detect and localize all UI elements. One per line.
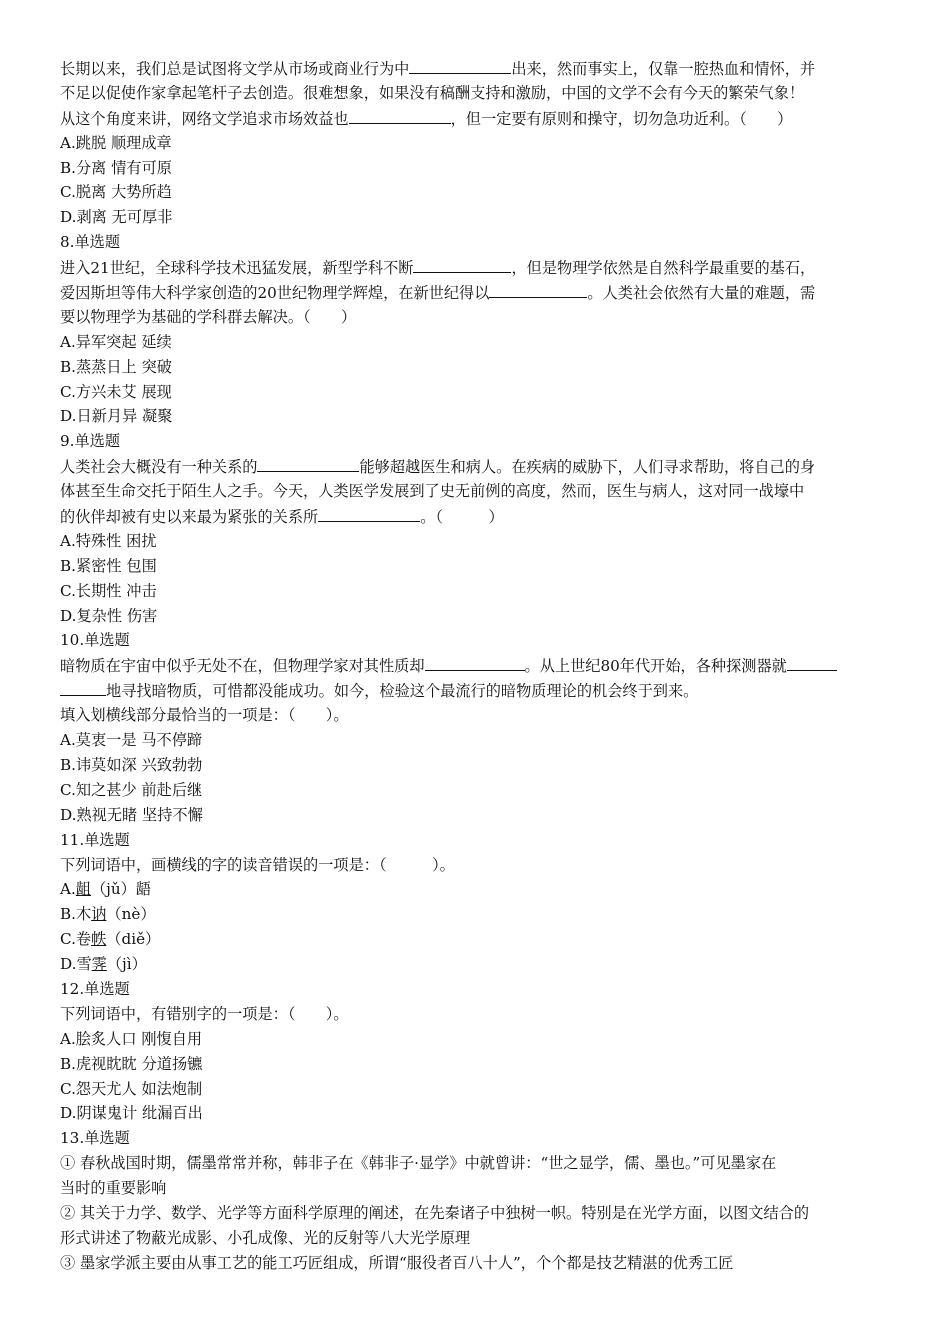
question-9 — [60, 429, 910, 628]
question-stem-line: 进入21世纪，全球科学技术迅猛发展，新型学科不断 ，但是物理学依然是自然科学最重要的基石， — [60, 255, 910, 280]
option-c: C.方兴未艾 展现 — [60, 382, 172, 401]
option-b: B.蒸蒸日上 突破 — [60, 357, 172, 376]
fill-blank — [409, 56, 511, 74]
option-a: A.跳脱 顺理成章 — [60, 133, 172, 152]
question-header: 9.单选题 — [60, 432, 121, 451]
option-d: D.日新月异 凝聚 — [60, 407, 173, 426]
question-stem-line: 体甚至生命交托于陌生人之手。今天，人类医学发展到了史无前例的高度，然而，医生与病人，这对同一战壕中 — [60, 482, 805, 501]
option-d: D.雪霁（jì） — [60, 955, 147, 974]
fill-blank — [489, 280, 587, 298]
question-stem-line: 填入划横线部分最恰当的一项是：（ ）。 — [60, 706, 349, 725]
question-header: 10.单选题 — [60, 631, 130, 650]
question-7 — [60, 56, 910, 230]
question-stem-line: 地寻找暗物质，可惜都没能成功。如今，检验这个最流行的暗物质理论的机会终于到来。 — [60, 678, 910, 703]
fill-blank — [413, 255, 511, 273]
option-b: B.分离 情有可原 — [60, 158, 172, 177]
option-c: C.卷帙（diě） — [60, 930, 161, 949]
option-d: D.熟视无睹 坚持不懈 — [60, 805, 203, 824]
option-c: C.怨天尤人 如法炮制 — [60, 1079, 203, 1098]
option-d: D.阴谋鬼计 纰漏百出 — [60, 1104, 203, 1123]
question-stem-line: 暗物质在宇宙中似乎无处不在，但物理学家对其性质却 。从上世纪80年代开始，各种探测器就 — [60, 653, 910, 678]
option-b: B.木讷（nè） — [60, 905, 156, 924]
option-b: B.虎视眈眈 分道扬镳 — [60, 1054, 203, 1073]
fill-blank — [60, 678, 106, 696]
question-10 — [60, 628, 910, 827]
option-c: C.脱离 大势所趋 — [60, 183, 172, 202]
fill-blank — [318, 504, 420, 522]
option-c: C.长期性 冲击 — [60, 581, 157, 600]
question-header: 8.单选题 — [60, 233, 121, 252]
option-a: A.龃（jǔ）龉 — [60, 880, 152, 899]
question-header: 11.单选题 — [60, 830, 130, 849]
question-13 — [60, 1126, 910, 1275]
statement-line: ③ 墨家学派主要由从事工艺的能工巧匠组成，所谓“服役者百八十人”，个个都是技艺精湛的优秀工匠 — [60, 1253, 734, 1272]
question-header: 13.单选题 — [60, 1129, 130, 1148]
document-page — [60, 56, 910, 1276]
underlined-char: 龃 — [75, 880, 91, 899]
option-a: A.莫衷一是 马不停蹄 — [60, 731, 203, 750]
option-b: B.紧密性 包围 — [60, 556, 157, 575]
option-b: B.讳莫如深 兴致勃勃 — [60, 755, 203, 774]
statement-line: ② 其关于力学、数学、光学等方面科学原理的阐述，在先秦诸子中独树一帜。特别是在光学方面，以图文结合的 — [60, 1203, 810, 1222]
question-11 — [60, 828, 910, 977]
question-stem-line: 下列词语中，画横线的字的读音错误的一项是：（ ）。 — [60, 855, 455, 874]
question-stem-line: 不足以促使作家拿起笔杆子去创造。很难想象，如果没有稿酬支持和激励，中国的文学不会有今天的繁荣气象！ — [60, 83, 805, 102]
underlined-char: 讷 — [91, 905, 107, 924]
option-a: A.特殊性 困扰 — [60, 531, 157, 550]
fill-blank — [257, 454, 359, 472]
option-c: C.知之甚少 前赴后继 — [60, 780, 203, 799]
question-stem-line: 下列词语中，有错别字的一项是：（ ）。 — [60, 1004, 349, 1023]
question-stem-line: 爱因斯坦等伟大科学家创造的20世纪物理学辉煌，在新世纪得以 。人类社会依然有大量的难题，需 — [60, 280, 910, 305]
option-a: A.脍炙人口 刚愎自用 — [60, 1029, 203, 1048]
question-8 — [60, 230, 910, 429]
option-a: A.异军突起 延续 — [60, 332, 172, 351]
question-header: 12.单选题 — [60, 979, 130, 998]
question-stem-line: 长期以来，我们总是试图将文学从市场或商业行为中 出来，然而事实上，仅靠一腔热血和情怀，并 — [60, 56, 910, 81]
option-d: D.复杂性 伤害 — [60, 606, 158, 625]
underlined-char: 霁 — [91, 955, 107, 974]
question-stem-line: 从这个角度来讲，网络文学追求市场效益也 ，但一定要有原则和操守，切勿急功近利。（ ） — [60, 106, 910, 131]
statement-line: ① 春秋战国时期，儒墨常常并称，韩非子在《韩非子·显学》中就曾讲：“世之显学，儒、墨也。”可见墨家在 — [60, 1154, 777, 1173]
question-12 — [60, 977, 910, 1126]
option-d: D.剥离 无可厚非 — [60, 208, 173, 227]
fill-blank — [787, 653, 837, 671]
underlined-char: 帙 — [91, 930, 107, 949]
fill-blank — [425, 653, 525, 671]
question-stem-line: 人类社会大概没有一种关系的 能够超越医生和病人。在疾病的威胁下，人们寻求帮助，将自己的身 — [60, 454, 910, 479]
question-stem-line: 的伙伴却被有史以来最为紧张的关系所 。（ ） — [60, 504, 910, 529]
statement-line: 当时的重要影响 — [60, 1179, 167, 1198]
question-stem-line: 要以物理学为基础的学科群去解决。（ ） — [60, 307, 357, 326]
fill-blank — [349, 106, 451, 124]
statement-line: 形式讲述了物蔽光成影、小孔成像、光的反射等八大光学原理 — [60, 1228, 471, 1247]
